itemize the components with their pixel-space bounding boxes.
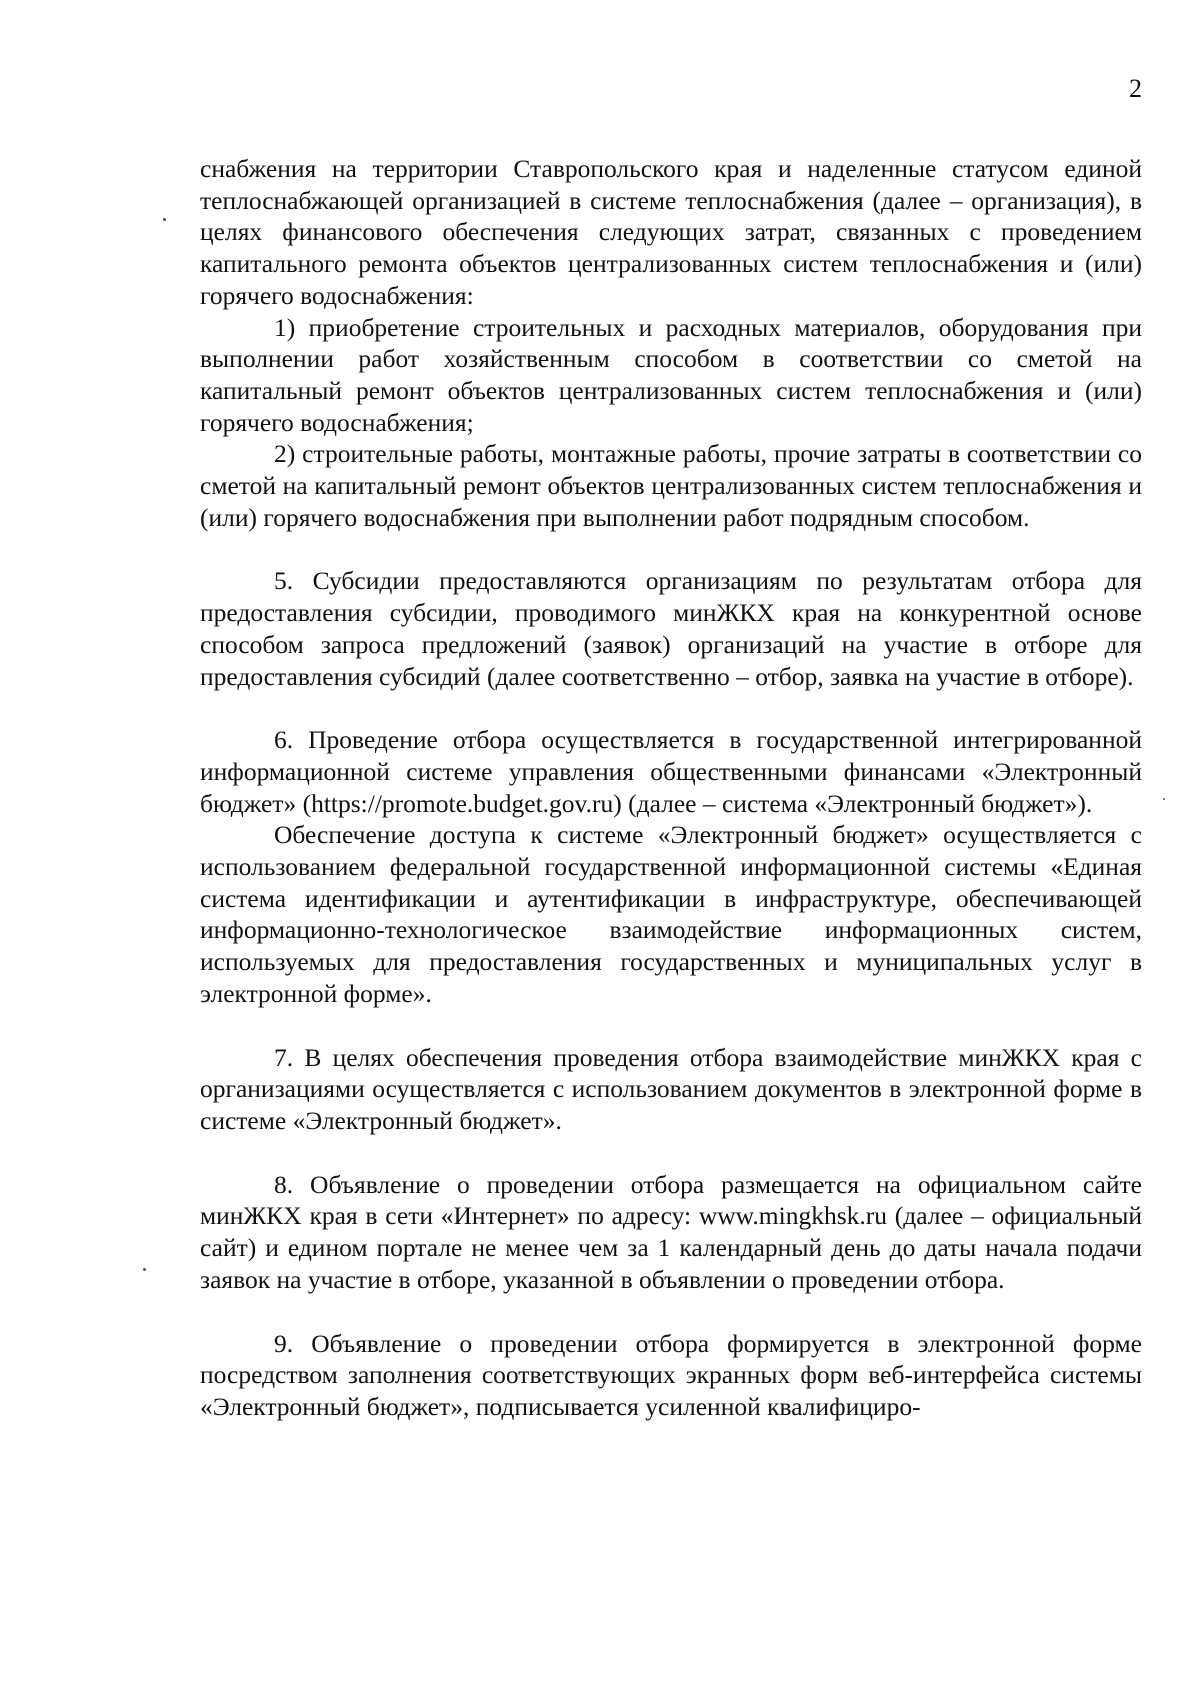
document-body xyxy=(200,153,1142,1423)
paragraph-section-8: 8. Объявление о проведении отбора размещается на официальном сайте минЖКХ края в сети «Интернет» по адресу: www.mingkhsk.ru (далее – официальный сайт) и едином портале не менее чем за 1 календарный день до даты начала подачи заявок на участие в отборе, указанной в объявлении о проведении отбора. xyxy=(200,1169,1142,1294)
paragraph-section-9: 9. Объявление о проведении отбора формируется в электронной форме посредством заполнения соответствующих экранных форм веб-интерфейса системы «Электронный бюджет», подписывается усиленной квалифициро- xyxy=(200,1328,1142,1421)
paragraph-item-2: 2) строительные работы, монтажные работы, прочие затраты в соответствии со сметой на капитальный ремонт объектов централизованных систем теплоснабжения и (или) горячего водоснабжения при выполнении работ подрядным способом. xyxy=(200,439,1142,532)
scan-speck xyxy=(1163,798,1165,800)
paragraph-section-7: 7. В целях обеспечения проведения отбора взаимодействие минЖКХ края с организациями осуществляется с использованием документов в электронной форме в системе «Электронный бюджет». xyxy=(200,1042,1142,1135)
paragraph-section-6-access: Обеспечение доступа к системе «Электронный бюджет» осуществляется с использованием федеральной государственной информационной системы «Единая система идентификации и аутентификации в инфраструктуре, обеспечивающей информационно-технологическое взаимодействие информационных систем, используемых для предоставления государственных и муниципальных услуг в электронной форме». xyxy=(200,820,1142,1008)
page-number: 2 xyxy=(1129,74,1142,103)
scan-speck xyxy=(163,218,166,221)
scan-speck xyxy=(143,1268,146,1271)
paragraph-item-1: 1) приобретение строительных и расходных материалов, оборудования при выполнении работ хозяйственным способом в соответствии со сметой на капитальный ремонт объектов централизованных систем теплоснабжения и (или) горячего водоснабжения; xyxy=(200,312,1142,437)
paragraph-intro-continued: снабжения на территории Ставропольского края и наделенные статусом единой теплоснабжающей организацией в системе теплоснабжения (далее – организация), в целях финансового обеспечения следующих затрат, связанных с проведением капитального ремонта объектов централизованных систем теплоснабжения и (или) горячего водоснабжения: xyxy=(200,154,1142,310)
paragraph-section-6: 6. Проведение отбора осуществляется в государственной интегрированной информационной системе управления общественными финансами «Электронный бюджет» (https://promote.budget.gov.ru) (далее – система «Электронный бюджет»). xyxy=(200,725,1142,818)
paragraph-section-5: 5. Субсидии предоставляются организациям по результатам отбора для предоставления субсидии, проводимого минЖКХ края на конкурентной основе способом запроса предложений (заявок) организаций на участие в отборе для предоставления субсидий (далее соответственно – отбор, заявка на участие в отборе). xyxy=(200,566,1142,691)
